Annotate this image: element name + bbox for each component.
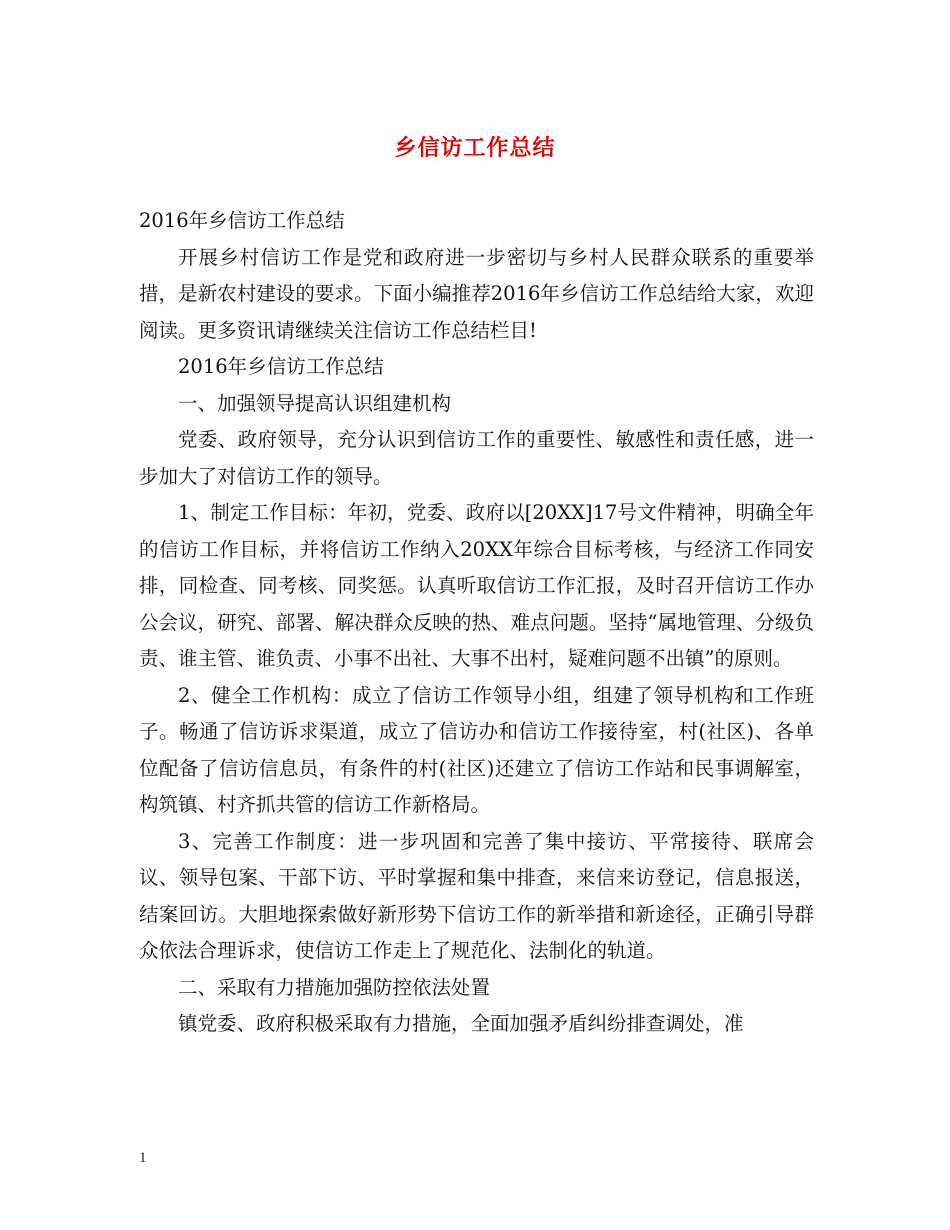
body-paragraph-item-2: 2、健全工作机构：成立了信访工作领导小组，组建了领导机构和工作班子。畅通了信访诉求渠道，成立了信访办和信访工作接待室，村(社区)、各单位配备了信访信息员，有条件的村(社区)还建立了信访工作站和民事调解室，构筑镇、村齐抓共管的信访工作新格局。 bbox=[139, 683, 814, 816]
body-paragraph: 党委、政府领导，充分认识到信访工作的重要性、敏感性和责任感，进一步加大了对信访工作的领导。 bbox=[139, 428, 814, 488]
document-title: 乡信访工作总结 bbox=[394, 135, 556, 161]
page-number: 1 bbox=[139, 1150, 147, 1166]
subtitle-paragraph: 2016年乡信访工作总结 bbox=[139, 209, 345, 232]
body-paragraph-item-1: 1、制定工作目标：年初，党委、政府以[20XX]17号文件精神，明确全年的信访工作目标，并将信访工作纳入20XX年综合目标考核，与经济工作同安排，同检查、同考核、同奖惩。认真听取信访工作汇报，及时召开信访工作办公会议，研究、部署、解决群众反映的热、难点问题。坚持“属地管理、分级负责、谁主管、谁负责、小事不出社、大事不出村，疑难问题不出镇”的原则。 bbox=[139, 501, 814, 670]
section-heading-1: 一、加强领导提高认识组建机构 bbox=[178, 391, 452, 415]
section-heading-2: 二、采取有力措施加强防控依法处置 bbox=[178, 975, 491, 999]
body-paragraph-item-3: 3、完善工作制度：进一步巩固和完善了集中接访、平常接待、联席会议、领导包案、干部下访、平时掌握和集中排查，来信来访登记，信息报送，结案回访。大胆地探索做好新形势下信访工作的新举措和新途径，正确引导群众依法合理诉求，使信访工作走上了规范化、法制化的轨道。 bbox=[139, 829, 814, 962]
intro-paragraph: 开展乡村信访工作是党和政府进一步密切与乡村人民群众联系的重要举措，是新农村建设的要求。下面小编推荐2016年乡信访工作总结给大家，欢迎阅读。更多资讯请继续关注信访工作总结栏目! bbox=[139, 245, 814, 342]
repeat-title-paragraph: 2016年乡信访工作总结 bbox=[178, 355, 384, 378]
body-paragraph-continued: 镇党委、政府积极采取有力措施，全面加强矛盾纠纷排查调处，准 bbox=[178, 1012, 744, 1035]
document-body bbox=[139, 203, 814, 1043]
